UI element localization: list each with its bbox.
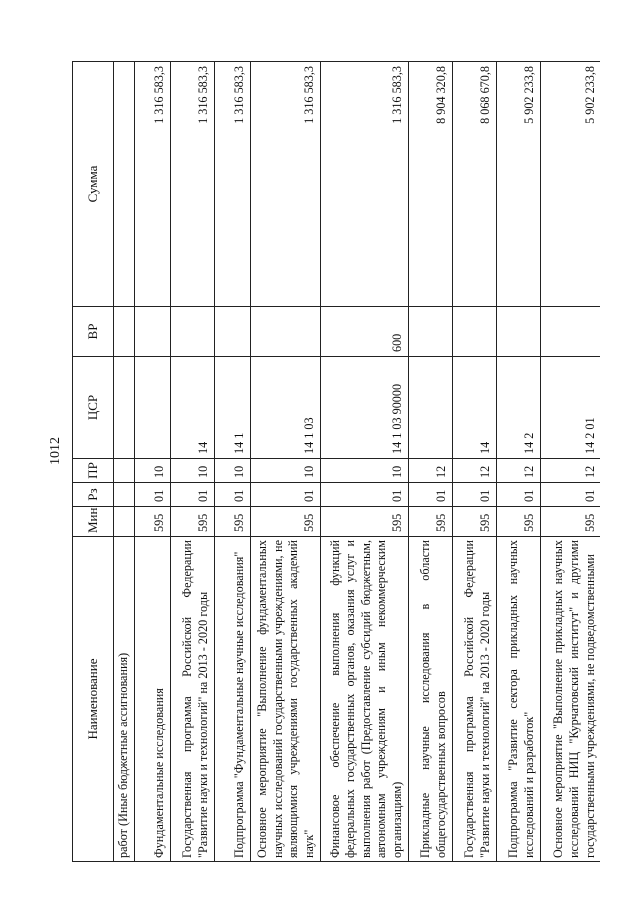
- cell-rz: 01: [170, 483, 214, 507]
- cell-sum: 1 316 583,3: [214, 62, 250, 307]
- cell-pr: 12: [496, 459, 540, 483]
- cell-sum: 1 316 583,3: [170, 62, 214, 307]
- table-row: [114, 62, 135, 862]
- cell-pr: 12: [408, 459, 452, 483]
- cell-rz: 01: [320, 483, 408, 507]
- table-row: [170, 62, 214, 862]
- cell-pr: [114, 459, 135, 483]
- budget-table-sheet: [72, 62, 602, 862]
- cell-sum: 5 902 233,8: [540, 62, 600, 307]
- table-row: [408, 62, 452, 862]
- cell-pr: 10: [320, 459, 408, 483]
- cell-sum: 1 316 583,3: [320, 62, 408, 307]
- table-row: [134, 62, 170, 862]
- cell-rz: 01: [540, 483, 600, 507]
- cell-rz: 01: [408, 483, 452, 507]
- cell-name: Подпрограмма "Фундаментальные научные исследования": [214, 537, 250, 862]
- cell-min: 595: [408, 507, 452, 537]
- cell-name: Финансовое обеспечение выполнения функций федеральных государственных органов, оказания услуг и выполнения работ (Предоставление субсидий бюджетным, автономным учреждениям и иным некоммерческим организациям): [320, 537, 408, 862]
- cell-rz: 01: [452, 483, 496, 507]
- cell-rz: 01: [134, 483, 170, 507]
- cell-pr: 12: [452, 459, 496, 483]
- table-row: [250, 62, 320, 862]
- cell-min: 595: [496, 507, 540, 537]
- table-row: [214, 62, 250, 862]
- cell-vr: [496, 307, 540, 357]
- cell-csr: [408, 357, 452, 459]
- cell-pr: 12: [540, 459, 600, 483]
- col-header-pr: ПР: [73, 459, 114, 483]
- budget-table: [72, 61, 600, 862]
- table-row: [320, 62, 408, 862]
- cell-pr: 10: [134, 459, 170, 483]
- col-header-vr: ВР: [73, 307, 114, 357]
- cell-name: работ (Иные бюджетные ассигнования): [114, 537, 135, 862]
- cell-name: Подпрограмма "Развитие сектора прикладных научных исследований и разработок": [496, 537, 540, 862]
- cell-rz: 01: [214, 483, 250, 507]
- col-header-rz: Рз: [73, 483, 114, 507]
- cell-min: 595: [250, 507, 320, 537]
- cell-csr: 14 1 03: [250, 357, 320, 459]
- col-header-min: Мин: [73, 507, 114, 537]
- cell-csr: 14 2 01: [540, 357, 600, 459]
- cell-rz: 01: [250, 483, 320, 507]
- cell-min: 595: [170, 507, 214, 537]
- cell-csr: 14 2: [496, 357, 540, 459]
- cell-min: 595: [452, 507, 496, 537]
- cell-vr: [452, 307, 496, 357]
- cell-sum: 8 904 320,8: [408, 62, 452, 307]
- cell-name: Фундаментальные исследования: [134, 537, 170, 862]
- cell-rz: 01: [496, 483, 540, 507]
- cell-vr: [134, 307, 170, 357]
- cell-name: Государственная программа Российской Федерации "Развитие науки и технологий" на 2013 - 2020 годы: [170, 537, 214, 862]
- cell-sum: 1 316 583,3: [134, 62, 170, 307]
- cell-name: Основное мероприятие "Выполнение фундаментальных научных исследований государственными учреждениями, не являющимися учреждениями государственных академий наук": [250, 537, 320, 862]
- page-number: 1012: [48, 437, 63, 465]
- cell-rz: [114, 483, 135, 507]
- cell-name: Основное мероприятие "Выполнение прикладных научных исследований НИЦ "Курчатовский институт" и другими государственными учреждениями, не подведомственными: [540, 537, 600, 862]
- cell-sum: 5 902 233,8: [496, 62, 540, 307]
- cell-sum: 8 068 670,8: [452, 62, 496, 307]
- cell-vr: [408, 307, 452, 357]
- cell-min: [114, 507, 135, 537]
- table-body: [114, 62, 601, 862]
- cell-min: 595: [540, 507, 600, 537]
- col-header-sum: Сумма: [73, 62, 114, 307]
- cell-min: 595: [214, 507, 250, 537]
- cell-csr: 14: [170, 357, 214, 459]
- cell-vr: [540, 307, 600, 357]
- cell-vr: 600: [320, 307, 408, 357]
- cell-csr: 14 1: [214, 357, 250, 459]
- cell-min: 595: [320, 507, 408, 537]
- cell-pr: 10: [250, 459, 320, 483]
- table-row: [540, 62, 600, 862]
- cell-csr: 14 1 03 90000: [320, 357, 408, 459]
- cell-sum: 1 316 583,3: [250, 62, 320, 307]
- col-header-name: Наименование: [73, 537, 114, 862]
- table-header-row: [73, 62, 114, 862]
- cell-name: Государственная программа Российской Федерации "Развитие науки и технологий" на 2013 - 2020 годы: [452, 537, 496, 862]
- cell-pr: 10: [170, 459, 214, 483]
- cell-vr: [214, 307, 250, 357]
- cell-name: Прикладные научные исследования в области общегосударственных вопросов: [408, 537, 452, 862]
- cell-sum: [114, 62, 135, 307]
- table-row: [452, 62, 496, 862]
- cell-min: 595: [134, 507, 170, 537]
- table-row: [496, 62, 540, 862]
- col-header-csr: ЦСР: [73, 357, 114, 459]
- cell-csr: [134, 357, 170, 459]
- cell-vr: [170, 307, 214, 357]
- cell-vr: [114, 307, 135, 357]
- cell-pr: 10: [214, 459, 250, 483]
- cell-csr: 14: [452, 357, 496, 459]
- cell-csr: [114, 357, 135, 459]
- cell-vr: [250, 307, 320, 357]
